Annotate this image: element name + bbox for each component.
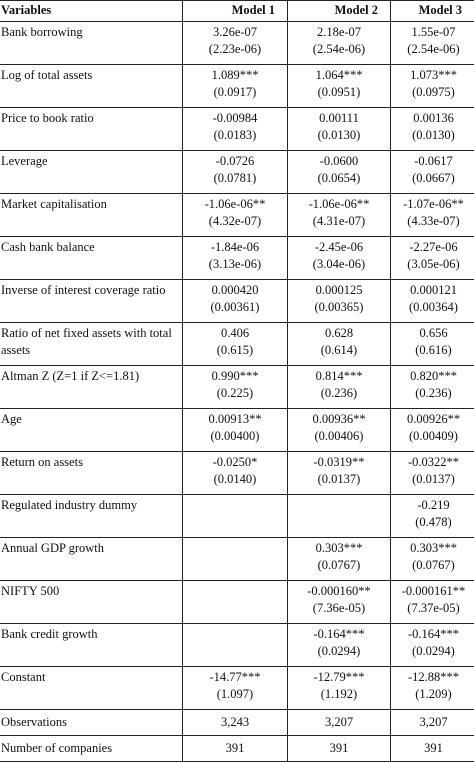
- standard-error: (0.616): [415, 343, 452, 357]
- coefficient: 0.820***: [410, 369, 457, 383]
- table-header-row: [0, 1, 474, 22]
- coefficient: -0.0726: [215, 154, 255, 168]
- model-1-cell: [183, 323, 288, 365]
- table-footer: [0, 710, 474, 762]
- model-1-cell: [183, 366, 288, 408]
- standard-error: (0.0975): [412, 85, 455, 99]
- standard-error: (0.00400): [210, 429, 260, 443]
- summary-model-3: 3,207: [419, 715, 448, 729]
- header-model-1: Model 1: [183, 1, 288, 21]
- model-1-cell: [183, 65, 288, 107]
- model-3-cell: [391, 495, 474, 537]
- standard-error: (0.0294): [412, 644, 455, 658]
- model-3-cell: [391, 624, 474, 666]
- standard-error: (0.00365): [314, 300, 364, 314]
- model-2-cell: [288, 581, 391, 623]
- table-row: [0, 409, 474, 452]
- standard-error: (0.0183): [213, 128, 257, 142]
- summary-row: [0, 710, 474, 736]
- variable-label: Constant: [0, 667, 183, 709]
- coefficient: 0.00926**: [406, 412, 461, 426]
- variable-label: Bank credit growth: [0, 624, 183, 666]
- table-row: [0, 667, 474, 710]
- variable-label: Bank borrowing: [0, 22, 183, 64]
- model-3-cell: [391, 452, 474, 494]
- model-1-cell: [183, 495, 288, 537]
- table-row: [0, 495, 474, 538]
- header-variables: Variables: [0, 1, 183, 21]
- model-3-cell: [391, 22, 474, 64]
- standard-error: (2.54e-06): [312, 42, 366, 56]
- coefficient: -0.0319**: [313, 455, 365, 469]
- standard-error: (4.33e-07): [407, 214, 460, 228]
- coefficient: 1.089***: [211, 68, 259, 82]
- model-3-cell: [391, 108, 474, 150]
- coefficient: -0.164***: [313, 627, 365, 641]
- standard-error: (7.36e-05): [312, 601, 366, 615]
- model-3-cell: [391, 538, 474, 580]
- model-2-cell: [288, 667, 391, 709]
- model-3-cell: [391, 280, 474, 322]
- model-2-cell: [288, 22, 391, 64]
- coefficient: 0.000420: [211, 283, 259, 297]
- model-1-cell: [183, 151, 288, 193]
- standard-error: (4.31e-07): [312, 214, 366, 228]
- standard-error: (0.615): [216, 343, 254, 357]
- table-row: [0, 194, 474, 237]
- table-row: [0, 280, 474, 323]
- standard-error: (0.0137): [412, 472, 455, 486]
- standard-error: (0.0767): [317, 558, 361, 572]
- model-2-cell: [288, 495, 391, 537]
- coefficient: -0.219: [417, 498, 450, 512]
- table-row: [0, 366, 474, 409]
- model-2-cell: [288, 237, 391, 279]
- standard-error: (0.0137): [317, 472, 361, 486]
- model-3-cell: [391, 151, 474, 193]
- coefficient: -0.0617: [414, 154, 453, 168]
- standard-error: (0.236): [415, 386, 452, 400]
- coefficient: 0.00111: [319, 111, 359, 125]
- coefficient: -0.000161**: [401, 584, 466, 598]
- variable-label: Altman Z (Z=1 if Z<=1.81): [0, 366, 183, 408]
- model-3-cell: [391, 366, 474, 408]
- coefficient: 0.000125: [315, 283, 363, 297]
- standard-error: (3.05e-06): [407, 257, 460, 271]
- model-1-cell: [183, 280, 288, 322]
- coefficient: 0.000121: [410, 283, 457, 297]
- standard-error: (0.0140): [213, 472, 257, 486]
- standard-error: (1.097): [216, 687, 254, 701]
- coefficient: -0.00984: [212, 111, 258, 125]
- variable-label: Leverage: [0, 151, 183, 193]
- summary-label: Observations: [0, 710, 183, 735]
- model-1-cell: [183, 581, 288, 623]
- coefficient: 0.303***: [315, 541, 363, 555]
- model-2-cell: [288, 409, 391, 451]
- coefficient: 1.064***: [315, 68, 363, 82]
- standard-error: (0.00364): [409, 300, 458, 314]
- model-2-cell: [288, 323, 391, 365]
- standard-error: (0.236): [320, 386, 358, 400]
- summary-model-2: 391: [288, 736, 391, 761]
- variable-label: Inverse of interest coverage ratio: [0, 280, 183, 322]
- coefficient: 0.00936**: [312, 412, 366, 426]
- standard-error: (0.0767): [412, 558, 455, 572]
- coefficient: -0.0322**: [407, 455, 460, 469]
- standard-error: (0.0951): [317, 85, 361, 99]
- summary-model-1: 391: [183, 736, 288, 761]
- summary-model-3: 391: [424, 741, 443, 755]
- variable-label: Ratio of net fixed assets with total assets: [0, 323, 183, 365]
- standard-error: (7.37e-05): [407, 601, 460, 615]
- coefficient: 2.18e-07: [316, 25, 362, 39]
- coefficient: -0.0250*: [212, 455, 258, 469]
- table-row: [0, 323, 474, 366]
- model-2-cell: [288, 280, 391, 322]
- model-1-cell: [183, 538, 288, 580]
- coefficient: -2.27e-06: [409, 240, 458, 254]
- variable-label: Regulated industry dummy: [0, 495, 183, 537]
- model-2-cell: [288, 538, 391, 580]
- coefficient: 0.00913**: [208, 412, 262, 426]
- coefficient: -2.45e-06: [314, 240, 364, 254]
- coefficient: -0.0600: [319, 154, 359, 168]
- coefficient: -1.06e-06**: [308, 197, 370, 211]
- coefficient: 0.656: [419, 326, 448, 340]
- table-row: [0, 108, 474, 151]
- standard-error: (0.00409): [409, 429, 458, 443]
- standard-error: (3.13e-06): [208, 257, 262, 271]
- standard-error: (0.478): [415, 515, 452, 529]
- model-1-cell: [183, 624, 288, 666]
- standard-error: (0.0654): [317, 171, 361, 185]
- model-3-cell: [391, 667, 474, 709]
- standard-error: (4.32e-07): [208, 214, 262, 228]
- table-row: [0, 237, 474, 280]
- table-row: [0, 581, 474, 624]
- standard-error: (0.0667): [412, 171, 455, 185]
- standard-error: (0.0781): [213, 171, 257, 185]
- model-3-cell: [391, 194, 474, 236]
- model-1-cell: [183, 22, 288, 64]
- coefficient: 1.55e-07: [411, 25, 456, 39]
- standard-error: (0.614): [320, 343, 358, 357]
- coefficient: -0.164***: [407, 627, 460, 641]
- header-model-2: Model 2: [288, 1, 391, 21]
- model-3-cell: [391, 409, 474, 451]
- model-1-cell: [183, 194, 288, 236]
- coefficient: -1.07e-06**: [403, 197, 464, 211]
- model-1-cell: [183, 409, 288, 451]
- summary-model-1: 3,243: [183, 710, 288, 735]
- coefficient: 0.990***: [211, 369, 259, 383]
- variable-label: Annual GDP growth: [0, 538, 183, 580]
- standard-error: (0.225): [216, 386, 254, 400]
- coefficient: 0.00136: [413, 111, 454, 125]
- model-2-cell: [288, 452, 391, 494]
- variable-label: Age: [0, 409, 183, 451]
- model-3-cell: [391, 237, 474, 279]
- standard-error: (1.209): [415, 687, 452, 701]
- coefficient: 0.814***: [315, 369, 363, 383]
- header-model-3: Model 3: [418, 3, 462, 17]
- coefficient: -12.79***: [313, 670, 365, 684]
- standard-error: (2.54e-06): [407, 42, 460, 56]
- coefficient: -1.84e-06: [210, 240, 260, 254]
- coefficient: 1.073***: [410, 68, 457, 82]
- variable-label: NIFTY 500: [0, 581, 183, 623]
- model-3-cell: [391, 323, 474, 365]
- table-row: [0, 624, 474, 667]
- model-2-cell: [288, 151, 391, 193]
- model-3-cell: [391, 581, 474, 623]
- standard-error: (0.0130): [317, 128, 361, 142]
- standard-error: (3.04e-06): [312, 257, 366, 271]
- standard-error: (1.192): [320, 687, 358, 701]
- model-2-cell: [288, 624, 391, 666]
- standard-error: (0.0917): [213, 85, 257, 99]
- model-3-cell: [391, 65, 474, 107]
- standard-error: (2.23e-06): [208, 42, 262, 56]
- coefficient: -0.000160**: [307, 584, 371, 598]
- model-2-cell: [288, 194, 391, 236]
- table-row: [0, 452, 474, 495]
- table-body: [0, 22, 474, 710]
- coefficient: 0.406: [220, 326, 250, 340]
- coefficient: -12.88***: [407, 670, 460, 684]
- coefficient: 3.26e-07: [212, 25, 258, 39]
- coefficient: -14.77***: [209, 670, 261, 684]
- variable-label: Market capitalisation: [0, 194, 183, 236]
- standard-error: (0.00406): [314, 429, 364, 443]
- model-1-cell: [183, 667, 288, 709]
- coefficient: -1.06e-06**: [204, 197, 266, 211]
- variable-label: Price to book ratio: [0, 108, 183, 150]
- coefficient: 0.628: [324, 326, 354, 340]
- summary-label: Number of companies: [0, 736, 183, 761]
- variable-label: Return on assets: [0, 452, 183, 494]
- model-1-cell: [183, 108, 288, 150]
- standard-error: (0.0130): [412, 128, 455, 142]
- table-row: [0, 538, 474, 581]
- summary-row: [0, 736, 474, 762]
- model-2-cell: [288, 65, 391, 107]
- coefficient: 0.303***: [410, 541, 457, 555]
- model-2-cell: [288, 366, 391, 408]
- model-2-cell: [288, 108, 391, 150]
- table-row: [0, 22, 474, 65]
- table-row: [0, 65, 474, 108]
- summary-model-2: 3,207: [288, 710, 391, 735]
- standard-error: (0.0294): [317, 644, 361, 658]
- model-1-cell: [183, 237, 288, 279]
- model-1-cell: [183, 452, 288, 494]
- table-row: [0, 151, 474, 194]
- variable-label: Log of total assets: [0, 65, 183, 107]
- variable-label: Cash bank balance: [0, 237, 183, 279]
- standard-error: (0.00361): [210, 300, 260, 314]
